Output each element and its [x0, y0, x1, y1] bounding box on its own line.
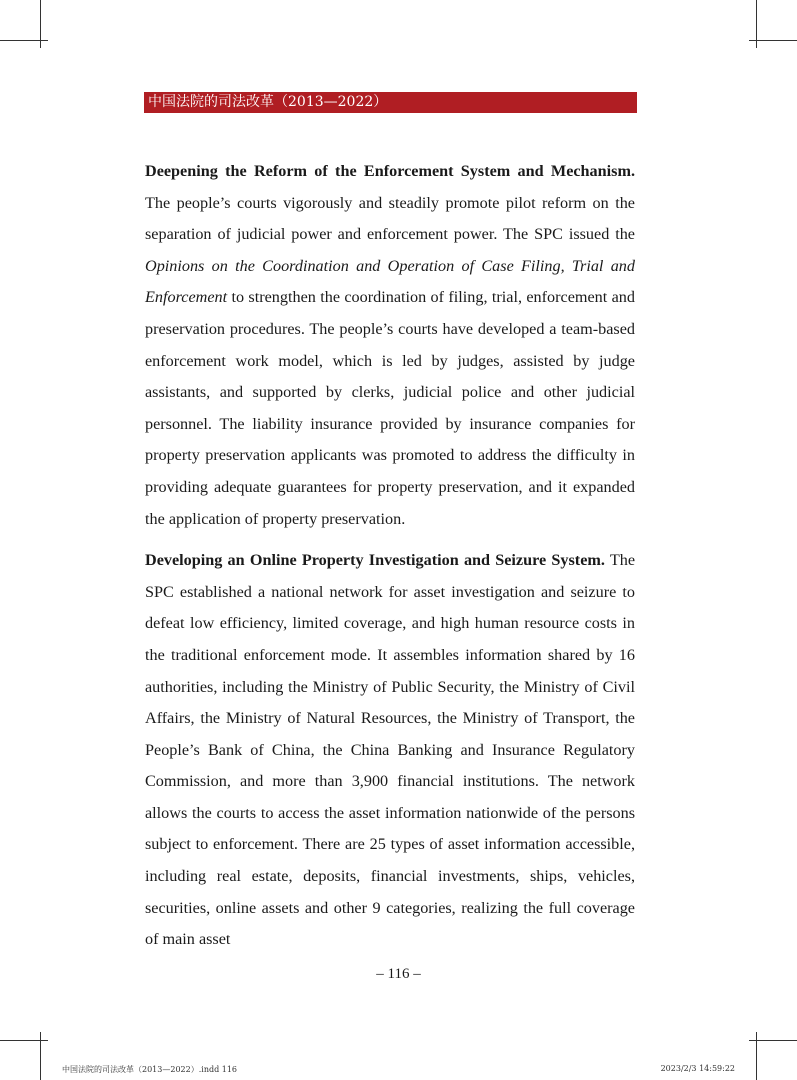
paragraph-enforcement-reform: [145, 156, 635, 535]
paragraph-text: The people’s courts vigorously and steadily promote pilot reform on the separation of judicial power and enforcement power. The SPC issued the: [145, 193, 635, 244]
print-slug-timestamp: 2023/2/3 14:59:22: [660, 1064, 735, 1073]
crop-mark: [749, 40, 797, 41]
body-text: [145, 156, 635, 966]
paragraph-text: to strengthen the coordination of filing, trial, enforcement and preservation procedures. The people’s courts have developed a team-based enforcement work model, which is led by judges, assisted by judge assistants, and supported by clerks, judicial police and other judicial personnel. The liability insurance provided by insurance companies for property preservation applicants was promoted to address the difficulty in providing adequate guarantees for property preservation, and it expanded the application of property preservation.: [145, 288, 635, 528]
crop-mark: [749, 1040, 797, 1041]
print-slug-file: 中国法院的司法改革（2013—2022）.indd 116: [62, 1065, 238, 1074]
document-title-italic: Opinions on the Coordination and Operation of Case Filing, Trial and Enforcement: [145, 256, 635, 307]
crop-mark: [0, 1040, 48, 1041]
running-header: [144, 92, 637, 113]
paragraph-heading: Deepening the Reform of the Enforcement System and Mechanism.: [145, 162, 635, 180]
crop-mark: [0, 40, 48, 41]
paragraph-online-investigation: [145, 545, 635, 956]
paragraph-text: The SPC established a national network for asset investigation and seizure to defeat low efficiency, limited coverage, and high human resource costs in the traditional enforcement mode. It assembles information shared by 16 authorities, including the Ministry of Public Security, the Ministry of Civil Affairs, the Ministry of Natural Resources, the Ministry of Transport, the People’s Bank of China, the China Banking and Insurance Regulatory Commission, and more than 3,900 financial institutions. The network allows the courts to access the asset information nationwide of the persons subject to enforcement. There are 25 types of asset information accessible, including real estate, deposits, financial investments, ships, vehicles, securities, online assets and other 9 categories, realizing the full coverage of main asset: [145, 551, 636, 949]
running-header-title: 中国法院的司法改革（2013—2022）: [148, 94, 388, 110]
paragraph-heading: Developing an Online Property Investigation and Seizure System.: [145, 551, 605, 570]
page-number: – 116 –: [376, 966, 421, 982]
